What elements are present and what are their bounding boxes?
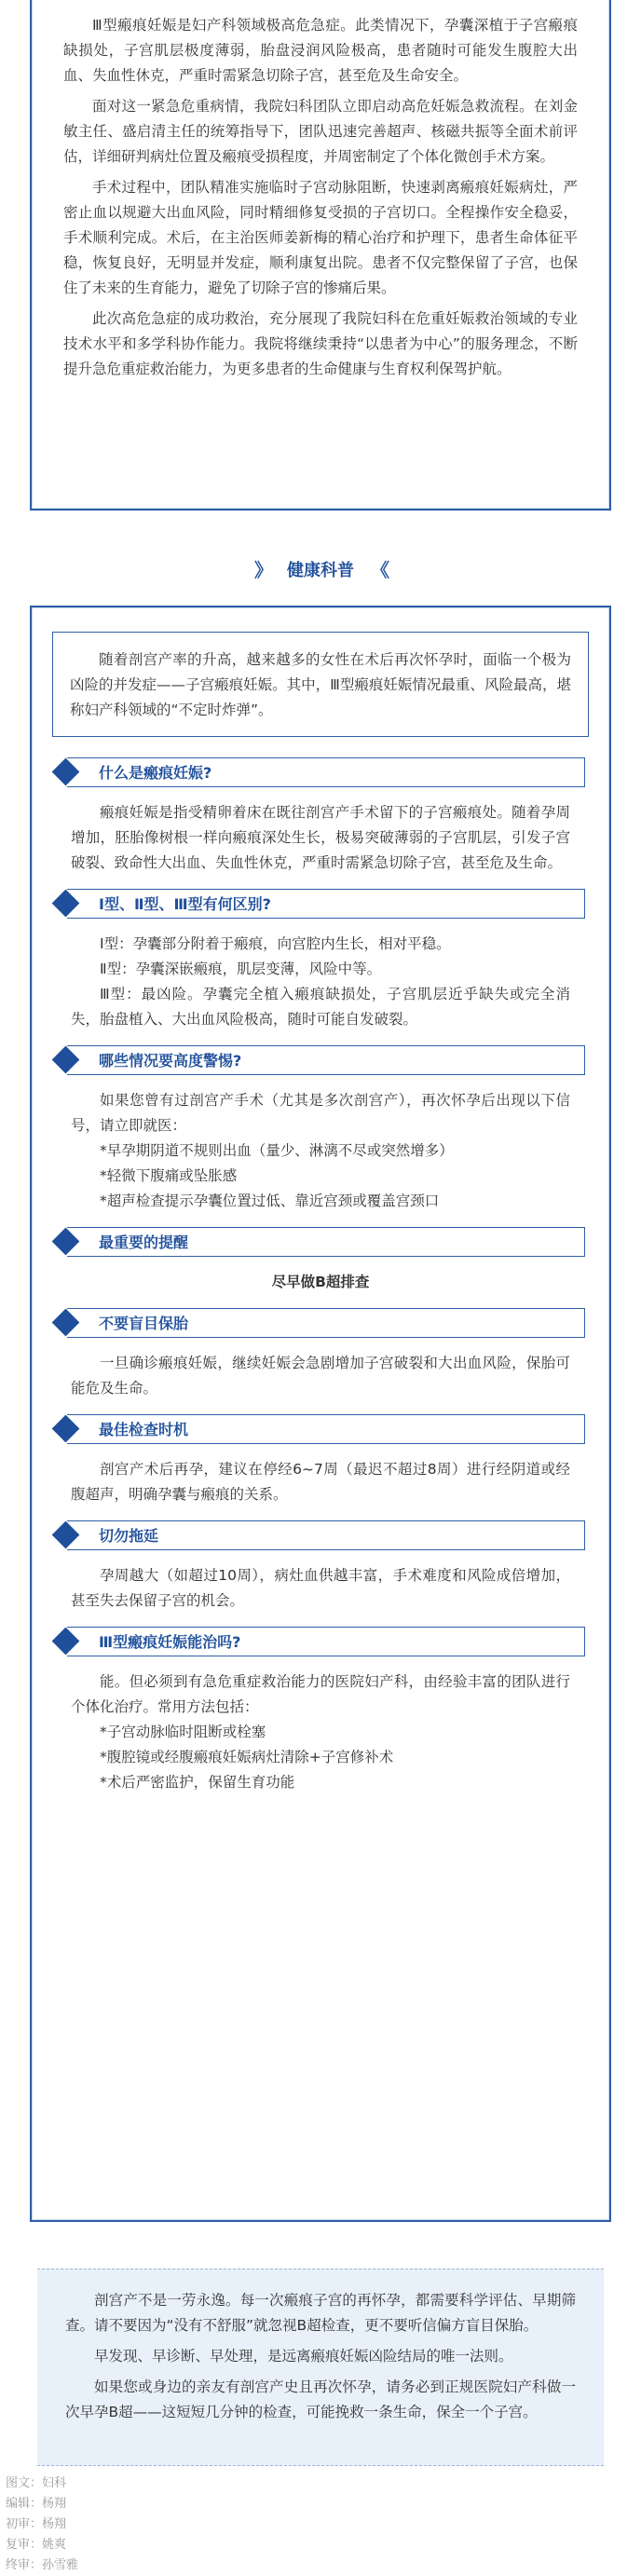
bullet-item: *早孕期阴道不规则出血（量少、淋漓不尽或突然增多） [100,1142,454,1159]
diamond-icon [52,890,80,918]
bullet-item: *超声检查提示孕囊位置过低、靠近宫颈或覆盖宫颈口 [100,1193,440,1209]
section-body [52,932,589,1032]
summary-paragraph: 剖宫产不是一劳永逸。每一次瘢痕子宫的再怀孕，都需要科学评估、早期筛查。请不要因为“没有不舒服”就忽视B超检查，更不要听信偏方盲目保胎。 [65,2292,576,2334]
subheading-text: Ⅰ型、Ⅱ型、Ⅲ型有何区别? [99,894,271,913]
body-paragraph: 剖宫产术后再孕，建议在停经6~7周（最迟不超过8周）进行经阴道或经腹超声，明确孕囊与瘢痕的关系。 [71,1461,570,1503]
news-paragraph: Ⅲ型瘢痕妊娠是妇产科领域极高危急症。此类情况下，孕囊深植于子宫瘢痕缺损处，子宫肌层极度薄弱，胎盘浸润风险极高，患者随时可能发生腹腔大出血、失血性休克，严重时需紧急切除子宫，甚至危及生命安全。 [63,17,578,84]
subheading [67,1627,585,1656]
subheading-text: 哪些情况要高度警惕? [99,1051,242,1070]
summary-box [37,2269,604,2466]
subheading [67,1520,585,1550]
news-paragraph: 面对这一紧急危重病情，我院妇科团队立即启动高危妊娠急救流程。在刘金敏主任、盛启清主任的统筹指导下，团队迅速完善超声、核磁共振等全面术前评估，详细研判病灶位置及瘢痕受损程度，并周密制定了个体化微创手术方案。 [63,98,578,165]
body-paragraph: 如果您曾有过剖宫产手术（尤其是多次剖宫产），再次怀孕后出现以下信号，请立即就医： [71,1092,570,1134]
chevron-left-icon: 《 [371,558,387,581]
bullet-item: *轻微下腹痛或坠胀感 [100,1167,238,1184]
section-body [52,800,589,876]
bullet-item: *术后严密监护，保留生育功能 [100,1774,295,1791]
diamond-icon [52,758,80,786]
subheading-text: 最佳检查时机 [99,1420,189,1438]
chevron-right-icon: 》 [254,558,270,581]
news-paragraph: 手术过程中，团队精准实施临时子宫动脉阻断，快速剥离瘢痕妊娠病灶，严密止血以规避大出血风险，同时精细修复受损的子宫切口。全程操作安全稳妥，手术顺利完成。术后，在主治医师姜新梅的精心治疗和护理下，患者生命体征平稳，恢复良好，无明显并发症，顺利康复出院。患者不仅完整保留了子宫，也保住了未来的生育能力，避免了切除子宫的惨痛后果。 [63,179,578,296]
diamond-icon [52,1521,80,1549]
section-body [52,1088,589,1214]
credit-line: 编辑：杨翔 [6,2497,67,2511]
subheading [67,1227,585,1257]
bullet-item: *腹腔镜或经腹瘢痕妊娠病灶清除+子宫修补术 [100,1749,394,1765]
bullet-item: *子宫动脉临时阻断或栓塞 [100,1724,266,1740]
body-paragraph: Ⅲ型：最凶险。孕囊完全植入瘢痕缺损处，子宫肌层近乎缺失或完全消失，胎盘植入、大出血风险极高，随时可能自发破裂。 [71,986,570,1028]
diamond-icon [52,1415,80,1443]
intro-box [52,632,589,737]
body-paragraph: 瘢痕妊娠是指受精卵着床在既往剖宫产手术留下的子宫瘢痕处。随着孕周增加，胚胎像树根一样向瘢痕深处生长，极易突破薄弱的子宫肌层，引发子宫破裂、致命性大出血、失血性休克，严重时需紧急切除子宫，甚至危及生命。 [71,804,570,871]
body-paragraph: 孕周越大（如超过10周），病灶血供越丰富，手术难度和风险成倍增加，甚至失去保留子宫的机会。 [71,1567,570,1609]
summary-paragraph: 如果您或身边的亲友有剖宫产史且再次怀孕，请务必到正规医院妇产科做一次早孕B超——这短短几分钟的检查，可能挽救一条生命，保全一个子宫。 [65,2378,576,2420]
subheading-text: 最重要的提醒 [99,1233,189,1251]
diamond-icon [52,1628,80,1656]
summary-paragraph: 早发现、早诊断、早处理，是远离瘢痕妊娠凶险结局的唯一法则。 [94,2348,513,2365]
subheading [67,889,585,919]
section-body [52,1270,589,1295]
subheading-text: 什么是瘢痕妊娠? [99,763,212,782]
section-body [52,1457,589,1507]
subheading-text: 切勿拖延 [99,1526,159,1545]
subheading [67,1308,585,1338]
section-header-health [0,554,641,586]
key-reminder: 尽早做B超排查 [271,1274,370,1290]
credit-line: 初审：杨翔 [6,2517,67,2531]
news-paragraph: 此次高危急症的成功救治，充分展现了我院妇科在危重妊娠救治领域的专业技术水平和多学科协作能力。我院将继续秉持“以患者为中心”的服务理念，不断提升急危重症救治能力，为更多患者的生命健康与生育权利保驾护航。 [63,310,578,377]
subheading [67,757,585,787]
diamond-icon [52,1309,80,1337]
body-paragraph: 能。但必须到有急危重症救治能力的医院妇产科，由经验丰富的团队进行个体化治疗。常用方法包括： [71,1673,570,1715]
diamond-icon [52,1046,80,1074]
credit-line: 终审：孙雪雅 [6,2558,79,2572]
credit-line: 复审：姚爽 [6,2538,67,2552]
section-body [52,1351,589,1401]
section-body [52,1563,589,1614]
news-card [30,0,611,511]
diamond-icon [52,1228,80,1256]
credit-line: 图文：妇科 [6,2476,67,2490]
health-card [30,606,611,2222]
body-paragraph: Ⅱ型：孕囊深嵌瘢痕，肌层变薄，风险中等。 [100,961,382,977]
subheading-text: 不要盲目保胎 [99,1314,189,1332]
body-paragraph: 一旦确诊瘢痕妊娠，继续妊娠会急剧增加子宫破裂和大出血风险，保胎可能危及生命。 [71,1355,570,1397]
intro-paragraph: 随着剖宫产率的升高，越来越多的女性在术后再次怀孕时，面临一个极为凶险的并发症——子宫瘢痕妊娠。其中，Ⅲ型瘢痕妊娠情况最重、风险最高，堪称妇产科领域的“不定时炸弹”。 [70,651,571,718]
credits [6,2474,78,2576]
body-paragraph: Ⅰ型：孕囊部分附着于瘢痕，向宫腔内生长，相对平稳。 [100,935,451,952]
subheading-text: Ⅲ型瘢痕妊娠能治吗? [99,1632,241,1651]
section-title: 健康科普 [287,560,354,580]
subheading [67,1045,585,1075]
subheading [67,1414,585,1444]
section-body [52,1670,589,1795]
